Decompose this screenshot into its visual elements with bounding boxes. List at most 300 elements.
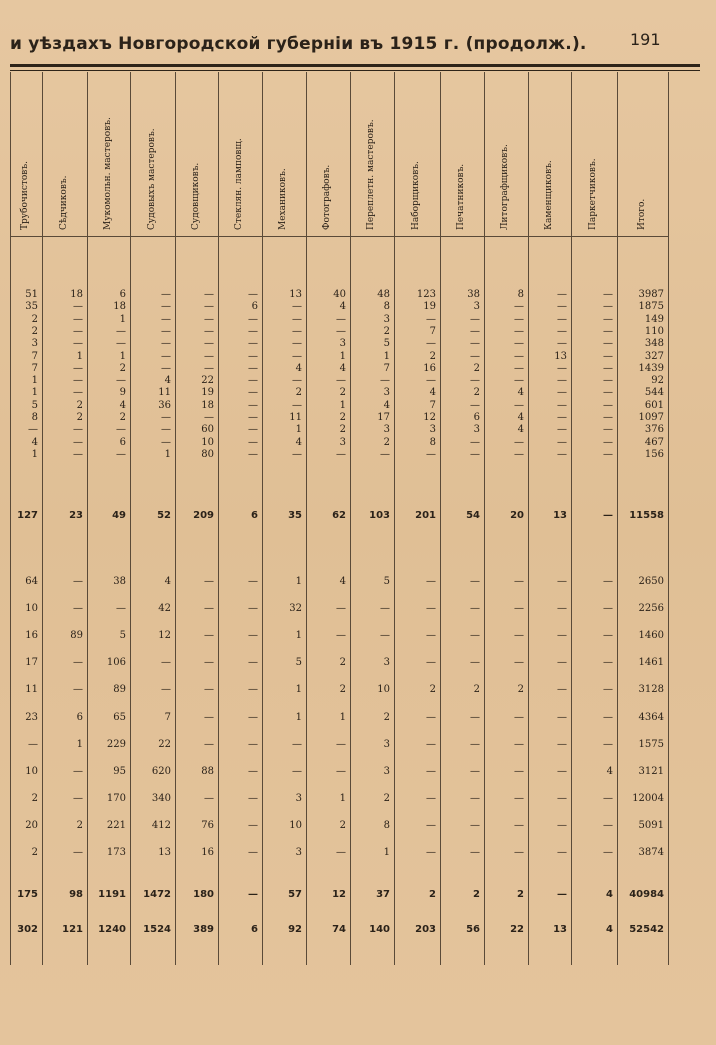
table-cell: 8 — [429, 436, 436, 448]
column-header: Судовыхъ мастеровъ. — [146, 128, 157, 230]
table-cell: — — [292, 399, 302, 411]
total-cell: 180 — [193, 889, 214, 900]
table-cell: — — [470, 375, 480, 387]
table-cell: 3 — [429, 424, 436, 436]
table-cell: 1 — [164, 448, 171, 460]
table-cell: 1 — [339, 350, 346, 362]
table-cell: 3 — [295, 792, 302, 804]
table-cell: 1461 — [638, 657, 664, 669]
table-cell: 18 — [113, 301, 126, 313]
table-cell: — — [470, 313, 480, 325]
table-cell: 12 — [158, 630, 171, 642]
table-cell: 1 — [339, 792, 346, 804]
table-cell: 4 — [119, 399, 126, 411]
table-cell: — — [470, 738, 480, 750]
table-cell: 10 — [377, 684, 390, 696]
table-cell: — — [557, 301, 567, 313]
table-cell: 2256 — [638, 603, 664, 615]
table-cell: — — [204, 301, 214, 313]
table-cell: — — [73, 603, 83, 615]
table-cell: — — [557, 448, 567, 460]
table-cell: 1 — [339, 399, 346, 411]
table-cell: — — [204, 711, 214, 723]
table-cell: 2 — [119, 362, 126, 374]
total-cell: 389 — [193, 924, 214, 935]
total-cell: 40984 — [629, 889, 664, 900]
table-cell: 13 — [554, 350, 567, 362]
table-cell: — — [470, 399, 480, 411]
table-cell: — — [380, 630, 390, 642]
table-cell: — — [514, 576, 524, 587]
table-cell: 3121 — [638, 765, 664, 777]
table-cell: 1575 — [638, 738, 664, 750]
table-cell: 7 — [429, 399, 436, 411]
total-cell: 13 — [553, 924, 567, 935]
table-cell: 3128 — [638, 684, 664, 696]
table-cell: — — [73, 387, 83, 399]
table-cell: — — [557, 765, 567, 777]
table-cell: — — [557, 738, 567, 750]
table-cell: — — [557, 362, 567, 374]
table-cell: — — [336, 313, 346, 325]
table-cell: — — [73, 576, 83, 587]
table-cell: — — [514, 338, 524, 350]
table-cell: — — [161, 350, 171, 362]
table-cell: — — [292, 738, 302, 750]
table-cell: — — [603, 424, 613, 436]
table-cell: 2 — [31, 313, 38, 325]
table-cell: — — [426, 603, 436, 615]
table-cell: — — [204, 576, 214, 587]
table-cell: — — [73, 424, 83, 436]
table-cell: — — [603, 301, 613, 313]
table-cell: — — [470, 325, 480, 337]
table-cell: 601 — [644, 399, 664, 411]
total-cell: 6 — [251, 510, 258, 521]
table-cell: — — [161, 424, 171, 436]
table-cell: 4 — [517, 424, 524, 436]
table-cell: — — [603, 684, 613, 696]
table-cell: 7 — [164, 711, 171, 723]
table-cell: 1460 — [638, 630, 664, 642]
table-cell: 3 — [383, 738, 390, 750]
total-cell: 35 — [288, 510, 302, 521]
table-cell: 110 — [644, 325, 664, 337]
table-cell: — — [426, 313, 436, 325]
table-cell: 4 — [164, 576, 171, 587]
table-cell: 10 — [201, 436, 214, 448]
total-cell: 57 — [288, 889, 302, 900]
table-cell: 1439 — [638, 362, 664, 374]
total-cell: 54 — [466, 510, 480, 521]
table-cell: 16 — [423, 362, 436, 374]
table-cell: — — [603, 603, 613, 615]
table-cell: — — [204, 792, 214, 804]
table-cell: 1 — [383, 350, 390, 362]
table-cell: 32 — [289, 603, 302, 615]
table-cell: — — [161, 684, 171, 696]
table-cell: 5 — [295, 657, 302, 669]
table-cell: — — [603, 576, 613, 587]
table-cell: 1 — [119, 350, 126, 362]
table-cell: — — [161, 657, 171, 669]
table-cell: — — [204, 684, 214, 696]
total-cell: 22 — [510, 924, 524, 935]
total-cell: 20 — [510, 510, 524, 521]
table-cell: 3 — [383, 765, 390, 777]
table-cell: 1 — [295, 711, 302, 723]
table-cell: 4 — [31, 436, 38, 448]
table-cell: — — [336, 375, 346, 387]
table-cell: 48 — [377, 289, 390, 300]
total-cell: 98 — [69, 889, 83, 900]
table-cell: — — [557, 325, 567, 337]
table-cell: 2 — [119, 412, 126, 423]
table-cell: — — [470, 792, 480, 804]
table-cell: — — [248, 448, 258, 460]
table-cell: — — [248, 630, 258, 642]
table-cell: 6 — [251, 301, 258, 313]
column-header: Стеклян. ламповщ. — [234, 138, 244, 230]
table-cell: — — [116, 338, 126, 350]
table-cell: — — [557, 630, 567, 642]
table-cell: 19 — [423, 301, 436, 313]
table-cell: 2 — [339, 819, 346, 831]
table-cell: 6 — [119, 289, 126, 300]
total-cell: 175 — [17, 889, 38, 900]
table-cell: — — [603, 412, 613, 423]
table-cell: 1 — [76, 350, 83, 362]
table-cell: — — [248, 399, 258, 411]
table-cell: — — [470, 603, 480, 615]
table-cell: 2 — [76, 399, 83, 411]
table-cell: — — [248, 847, 258, 858]
table-cell: — — [292, 301, 302, 313]
table-cell: — — [292, 313, 302, 325]
table-cell: — — [380, 448, 390, 460]
table-cell: 3 — [473, 301, 480, 313]
table-cell: — — [470, 711, 480, 723]
table-cell: — — [116, 375, 126, 387]
table-cell: — — [514, 819, 524, 831]
table-cell: 3 — [31, 338, 38, 350]
total-cell: 203 — [415, 924, 436, 935]
table-cell: — — [514, 313, 524, 325]
table-cell: — — [73, 325, 83, 337]
table-cell: — — [603, 289, 613, 300]
table-cell: — — [204, 350, 214, 362]
table-cell: — — [204, 362, 214, 374]
table-cell: — — [514, 375, 524, 387]
table-cell: — — [603, 399, 613, 411]
table-cell: — — [248, 375, 258, 387]
table-cell: 4 — [295, 362, 302, 374]
table-cell: 1875 — [638, 301, 664, 313]
table-cell: 2 — [31, 847, 38, 858]
table-cell: — — [116, 603, 126, 615]
table-cell: 229 — [106, 738, 126, 750]
table-cell: 1 — [295, 630, 302, 642]
table-cell: — — [557, 412, 567, 423]
table-cell: 11 — [289, 412, 302, 423]
table-cell: 2 — [473, 684, 480, 696]
table-cell: 1 — [295, 424, 302, 436]
table-cell: 156 — [644, 448, 664, 460]
table-cell: 1 — [339, 711, 346, 723]
table-cell: 348 — [644, 338, 664, 350]
table-cell: — — [514, 399, 524, 411]
table-cell: 376 — [644, 424, 664, 436]
table-cell: 2 — [339, 412, 346, 423]
table-cell: — — [603, 362, 613, 374]
table-cell: — — [426, 765, 436, 777]
table-cell: — — [204, 338, 214, 350]
table-cell: 5091 — [638, 819, 664, 831]
table-cell: 4 — [517, 412, 524, 423]
column-header: Фотографовъ. — [322, 164, 332, 230]
column-header: Сѣдчиковъ. — [58, 175, 69, 230]
table-cell: — — [603, 792, 613, 804]
table-cell: 106 — [106, 657, 126, 669]
table-cell: — — [426, 711, 436, 723]
table-cell: — — [204, 412, 214, 423]
table-cell: — — [116, 325, 126, 337]
table-cell: 2 — [339, 657, 346, 669]
table-cell: — — [204, 289, 214, 300]
total-cell: 201 — [415, 510, 436, 521]
table-cell: 3 — [339, 436, 346, 448]
table-cell: 16 — [25, 630, 38, 642]
table-cell: 4 — [606, 765, 613, 777]
table-cell: 6 — [473, 412, 480, 423]
table-cell: — — [514, 847, 524, 858]
table-cell: 7 — [383, 362, 390, 374]
table-cell: 3987 — [638, 289, 664, 300]
table-cell: 10 — [25, 603, 38, 615]
table-cell: 8 — [383, 301, 390, 313]
table-cell: 13 — [158, 847, 171, 858]
table-cell: — — [204, 630, 214, 642]
table-cell: — — [470, 819, 480, 831]
table-cell: 3 — [473, 424, 480, 436]
total-cell: 2 — [473, 889, 480, 900]
table-cell: 3 — [383, 313, 390, 325]
table-cell: 467 — [644, 436, 664, 448]
table-cell: — — [557, 603, 567, 615]
table-cell: — — [204, 657, 214, 669]
table-cell: 23 — [25, 711, 38, 723]
table-cell: — — [557, 387, 567, 399]
table-cell: 92 — [651, 375, 664, 387]
table-cell: 1 — [76, 738, 83, 750]
table-cell: — — [248, 436, 258, 448]
table-cell: — — [603, 387, 613, 399]
table-cell: — — [248, 657, 258, 669]
table-cell: — — [557, 684, 567, 696]
table-cell: 40 — [333, 289, 346, 300]
table-cell: — — [161, 412, 171, 423]
total-cell: — — [557, 889, 567, 900]
table-cell: — — [470, 448, 480, 460]
table-cell: 2 — [339, 684, 346, 696]
total-cell: 13 — [553, 510, 567, 521]
header-bottom-rule — [10, 236, 668, 237]
table-cell: — — [470, 350, 480, 362]
table-cell: 76 — [201, 819, 214, 831]
table-cell: — — [603, 325, 613, 337]
table-cell: — — [336, 448, 346, 460]
table-cell: — — [248, 362, 258, 374]
total-cell: 1472 — [143, 889, 171, 900]
table-cell: 16 — [201, 847, 214, 858]
table-cell: — — [73, 301, 83, 313]
table-cell: 4 — [339, 362, 346, 374]
table-cell: — — [73, 792, 83, 804]
column-header: Каменщиковъ. — [543, 160, 554, 230]
table-cell: — — [73, 684, 83, 696]
table-cell: 2 — [473, 387, 480, 399]
table-cell: 35 — [25, 301, 38, 313]
table-cell: — — [292, 375, 302, 387]
table-cell: 2 — [383, 436, 390, 448]
total-cell: 37 — [376, 889, 390, 900]
table-cell: — — [380, 375, 390, 387]
table-cell: — — [73, 362, 83, 374]
table-cell: — — [248, 576, 258, 587]
table-cell: — — [603, 338, 613, 350]
table-cell: — — [28, 738, 38, 750]
table-cell: 2650 — [638, 576, 664, 587]
column-header: Печатниковъ. — [456, 163, 466, 230]
table-cell: — — [557, 847, 567, 858]
table-cell: — — [557, 375, 567, 387]
column-header: Итого. — [636, 198, 647, 230]
table-cell: — — [470, 765, 480, 777]
table-cell: — — [603, 819, 613, 831]
table-cell: 3 — [383, 657, 390, 669]
table-cell: — — [248, 387, 258, 399]
table-cell: — — [161, 436, 171, 448]
table-cell: 2 — [76, 819, 83, 831]
table-cell: 3 — [383, 387, 390, 399]
table-cell: 88 — [201, 765, 214, 777]
table-cell: 2 — [429, 350, 436, 362]
table-cell: — — [426, 738, 436, 750]
table-cell: — — [292, 325, 302, 337]
table-cell: — — [292, 338, 302, 350]
table-cell: 4 — [429, 387, 436, 399]
table-cell: — — [248, 424, 258, 436]
table-cell: — — [292, 448, 302, 460]
table-cell: 170 — [106, 792, 126, 804]
table-cell: — — [204, 603, 214, 615]
table-cell: — — [161, 313, 171, 325]
table-cell: 4364 — [638, 711, 664, 723]
table-cell: — — [336, 847, 346, 858]
table-cell: 2 — [517, 684, 524, 696]
total-cell: 2 — [517, 889, 524, 900]
total-cell: 52 — [157, 510, 171, 521]
total-cell: 92 — [288, 924, 302, 935]
table-cell: 1 — [295, 684, 302, 696]
table-cell: — — [28, 424, 38, 436]
table-cell: — — [161, 289, 171, 300]
table-cell: — — [603, 350, 613, 362]
table-cell: — — [470, 338, 480, 350]
table-cell: — — [470, 847, 480, 858]
total-cell: 23 — [69, 510, 83, 521]
total-cell: 62 — [332, 510, 346, 521]
total-cell: 49 — [112, 510, 126, 521]
table-cell: — — [603, 448, 613, 460]
table-cell: — — [603, 847, 613, 858]
column-header: Мукомольн. мастеровъ. — [102, 117, 113, 230]
table-cell: 5 — [383, 338, 390, 350]
table-cell: 64 — [25, 576, 38, 587]
table-cell: 22 — [158, 738, 171, 750]
table-cell: — — [470, 436, 480, 448]
table-cell: — — [514, 362, 524, 374]
table-cell: — — [73, 313, 83, 325]
table-cell: 89 — [70, 630, 83, 642]
table-cell: 65 — [113, 711, 126, 723]
table-cell: 11 — [158, 387, 171, 399]
table-cell: — — [603, 630, 613, 642]
table-cell: — — [557, 399, 567, 411]
total-cell: — — [248, 889, 258, 900]
page-number: 191 — [630, 30, 661, 49]
table-cell: 3 — [295, 847, 302, 858]
table-cell: — — [73, 375, 83, 387]
table-cell: 4 — [339, 301, 346, 313]
table-cell: 42 — [158, 603, 171, 615]
total-cell: 1191 — [98, 889, 126, 900]
table-cell: — — [514, 448, 524, 460]
total-cell: 121 — [62, 924, 83, 935]
table-cell: — — [603, 313, 613, 325]
table-cell: 620 — [151, 765, 171, 777]
table-cell: — — [73, 765, 83, 777]
table-cell: 1 — [383, 847, 390, 858]
table-cell: — — [426, 338, 436, 350]
table-cell: 36 — [158, 399, 171, 411]
table-cell: — — [514, 792, 524, 804]
table-cell: — — [116, 424, 126, 436]
total-cell: 4 — [606, 924, 613, 935]
table-cell: 7 — [429, 325, 436, 337]
table-cell: — — [73, 448, 83, 460]
table-cell: — — [248, 738, 258, 750]
table-cell: 20 — [25, 819, 38, 831]
table-cell: — — [161, 338, 171, 350]
table-cell: 2 — [473, 362, 480, 374]
table-cell: 173 — [106, 847, 126, 858]
table-cell: 5 — [383, 576, 390, 587]
table-cell: — — [514, 765, 524, 777]
total-cell: 302 — [17, 924, 38, 935]
table-cell: 221 — [106, 819, 126, 831]
total-cell: 12 — [332, 889, 346, 900]
total-cell: 56 — [466, 924, 480, 935]
table-cell: 6 — [119, 436, 126, 448]
table-cell: 22 — [201, 375, 214, 387]
table-cell: — — [336, 738, 346, 750]
table-cell: 18 — [201, 399, 214, 411]
total-cell: 1240 — [98, 924, 126, 935]
table-cell: 4 — [339, 576, 346, 587]
table-cell: 11 — [25, 684, 38, 696]
table-cell: 1 — [31, 448, 38, 460]
